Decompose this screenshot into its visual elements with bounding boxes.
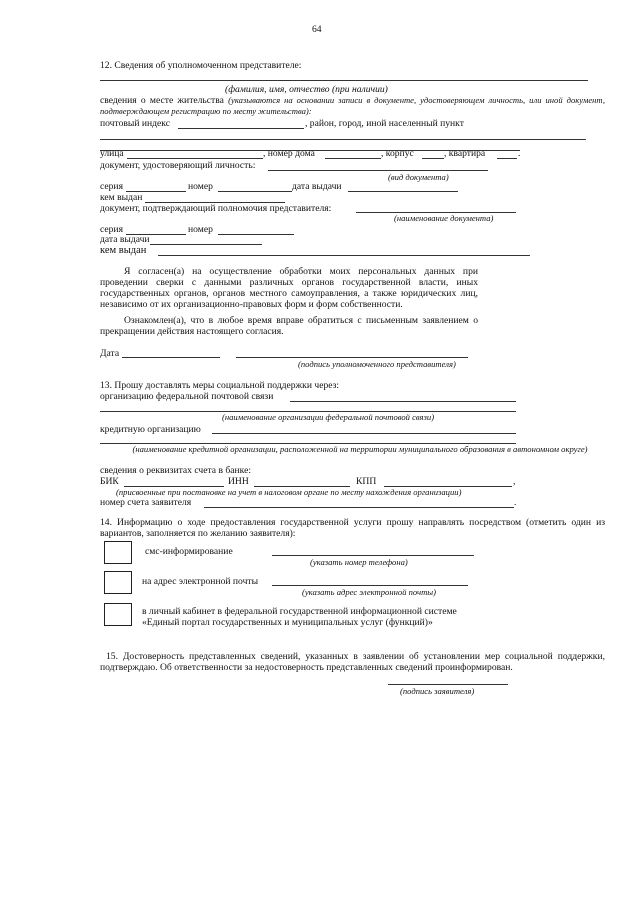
email-field[interactable]	[272, 585, 468, 586]
issued-by2-field[interactable]	[158, 255, 530, 256]
series-label: серия	[100, 181, 123, 192]
issue-date2-field[interactable]	[150, 244, 262, 245]
portal-checkbox[interactable]	[104, 603, 132, 626]
email-label: на адрес электронной почты	[142, 576, 259, 587]
date-field[interactable]	[122, 357, 220, 358]
postal-index-field[interactable]	[178, 128, 304, 129]
representative-signature-caption: (подпись уполномоченного представителя)	[298, 359, 456, 369]
postal-index-label: почтовый индекс	[100, 118, 170, 129]
date-label: Дата	[100, 348, 120, 359]
credit-org-label: кредитную организацию	[100, 424, 201, 435]
kvartira-label: , квартира	[444, 148, 486, 159]
postal-org-caption: (наименование организации федеральной почтовой связи)	[222, 412, 435, 422]
number-field[interactable]	[218, 191, 292, 192]
sms-label: смс-информирование	[145, 546, 233, 557]
id-doc-field[interactable]	[268, 170, 488, 171]
korpus-field[interactable]	[422, 158, 444, 159]
consent-paragraph-2: Ознакомлен(а), что в любое время вправе обратиться с письменным заявлением о прекращении действия настоящего согласия.	[100, 315, 478, 337]
account-field[interactable]	[204, 507, 514, 508]
doc-type-caption: (вид документа)	[388, 172, 449, 182]
section-14-title: 14. Информацию о ходе предоставления государственной услуги прошу направлять посредством (отметить один из вариантов, заполняется по желанию заявителя):	[100, 517, 605, 539]
tax-caption: (присвоенные при постановке на учет в налоговом органе по месту нахождения организации)	[116, 487, 462, 497]
id-doc-label: документ, удостоверяющий личность:	[100, 160, 256, 171]
credit-org-caption: (наименование кредитной организации, расположенной на территории муниципального образования в автономном округе)	[132, 444, 588, 454]
series2-label: серия	[100, 224, 123, 235]
residence-label: сведения о месте жительства	[100, 95, 229, 106]
section-13-title: 13. Прошу доставлять меры социальной поддержки через:	[100, 380, 340, 391]
account-label: номер счета заявителя	[100, 497, 192, 508]
number2-field[interactable]	[218, 234, 294, 235]
korpus-label: , корпус	[381, 148, 414, 159]
consent-paragraph-1: Я согласен(а) на осуществление обработки моих персональных данных при проведении сверки с данными различных органов государственной власти, иных государственных органов, органов местного самоуправления, а также юридических лиц, независимо от их организационно-правовых форм и форм собственности.	[100, 266, 478, 310]
authority-doc-label: документ, подтверждающий полномочия представителя:	[100, 203, 332, 214]
email-caption: (указать адрес электронной почты)	[302, 587, 436, 597]
credit-org-field[interactable]	[212, 433, 516, 434]
address-line-1[interactable]	[100, 139, 586, 140]
account-period: .	[514, 497, 517, 508]
portal-label: в личный кабинет в федеральной государственной информационной системе «Единый портал государственных и муниципальных услуг (функций)»	[142, 606, 457, 628]
street-field[interactable]	[127, 158, 263, 159]
doc-name-caption: (наименование документа)	[394, 213, 494, 223]
street-label: улица	[100, 148, 124, 159]
page-number: 64	[312, 24, 322, 35]
bik-label: БИК	[100, 476, 119, 487]
residence-note: (указываются на основании записи в документе, удостоверяющем личность, или иной документ, подтверждающем регистрацию по месту жительства):	[100, 95, 605, 116]
applicant-signature-caption: (подпись заявителя)	[400, 686, 475, 696]
postal-org-field[interactable]	[290, 401, 516, 402]
section-15-text: 15. Достоверность представленных сведений, указанных в заявлении об установлении мер социальной поддержки, подтверждаю. Об ответственности за недостоверность представленных сведений проинформирован.	[100, 651, 605, 673]
kvartira-period: .	[518, 148, 521, 159]
house-field[interactable]	[325, 158, 381, 159]
kpp-comma: ,	[513, 476, 516, 487]
sms-checkbox[interactable]	[104, 541, 132, 564]
number-label: номер	[188, 181, 213, 192]
issued-by2-label: кем выдан	[100, 245, 147, 256]
number2-label: номер	[188, 224, 213, 235]
house-label: , номер дома	[263, 148, 315, 159]
kvartira-field[interactable]	[497, 158, 517, 159]
bank-details-label: сведения о реквизитах счета в банке:	[100, 465, 252, 476]
phone-caption: (указать номер телефона)	[310, 557, 408, 567]
city-label: , район, город, иной населенный пункт	[305, 118, 464, 129]
phone-field[interactable]	[272, 555, 474, 556]
inn-label: ИНН	[228, 476, 249, 487]
issue-date2-label: дата выдачи	[100, 234, 150, 245]
fio-field[interactable]	[100, 80, 588, 81]
email-checkbox[interactable]	[104, 571, 132, 594]
issued-by-label: кем выдан	[100, 192, 143, 203]
representative-signature-field[interactable]	[236, 357, 468, 358]
applicant-signature-field[interactable]	[388, 684, 508, 685]
kpp-label: КПП	[356, 476, 377, 487]
residence-paragraph	[100, 95, 605, 117]
issue-date-field[interactable]	[348, 191, 458, 192]
postal-org-label: организацию федеральной почтовой связи	[100, 391, 274, 402]
fio-caption: (фамилия, имя, отчество (при наличии)	[225, 84, 388, 95]
issue-date-label: дата выдачи	[292, 181, 342, 192]
section-12-title: 12. Сведения об уполномоченном представителе:	[100, 60, 302, 71]
